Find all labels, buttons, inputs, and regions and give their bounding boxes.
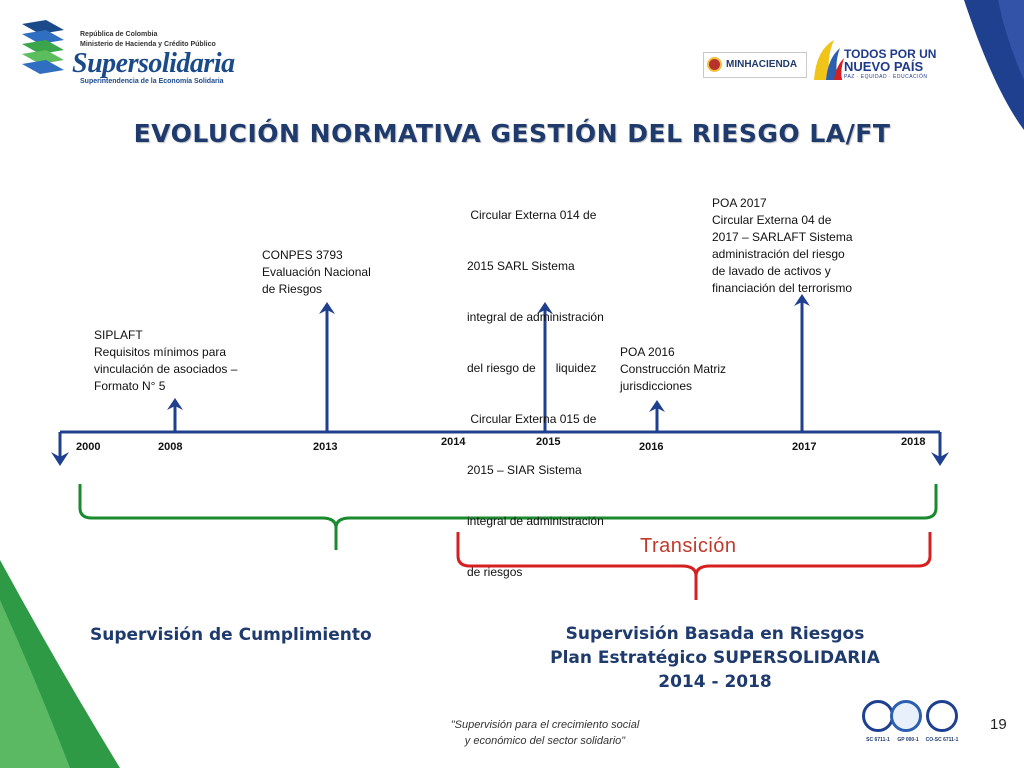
annotation-line: jurisdicciones bbox=[620, 379, 693, 393]
todos-line3: PAZ · EQUIDAD · EDUCACIÓN bbox=[844, 74, 928, 80]
todos-line2: NUEVO PAÍS bbox=[844, 59, 924, 74]
annotation-line: CONPES 3793 bbox=[262, 248, 343, 262]
annotation-conpes bbox=[262, 247, 371, 298]
logo-ministerio-text: Ministerio de Hacienda y Crédito Público bbox=[80, 41, 216, 48]
annotation-line: del riesgo de liquidez bbox=[467, 361, 597, 375]
annotation-line: de Riesgos bbox=[262, 282, 323, 296]
year-label-2000: 2000 bbox=[76, 441, 101, 453]
supervision-basada-line3: 2014 - 2018 bbox=[658, 672, 772, 692]
annotation-circulares-2015 bbox=[467, 173, 604, 598]
annotation-line: de riesgos bbox=[467, 565, 523, 579]
certification-seal-icon bbox=[926, 700, 958, 732]
supervision-cumplimiento-label: Supervisión de Cumplimiento bbox=[90, 625, 372, 645]
year-label-2017: 2017 bbox=[792, 441, 817, 453]
logo-name: Supersolidaria bbox=[72, 48, 235, 79]
annotation-line: POA 2016 bbox=[620, 345, 675, 359]
year-label-2008: 2008 bbox=[158, 441, 183, 453]
annotation-line: financiación del terrorismo bbox=[712, 281, 853, 295]
annotation-line: POA 2017 bbox=[712, 196, 767, 210]
annotation-line: Formato N° 5 bbox=[94, 379, 166, 393]
logo-republica-text: República de Colombia bbox=[80, 31, 158, 38]
certification-seal-icon bbox=[890, 700, 922, 732]
annotation-siplaft bbox=[94, 327, 237, 395]
annotation-line: Construcción Matriz bbox=[620, 362, 727, 376]
annotation-line: Requisitos mínimos para bbox=[94, 345, 227, 359]
page-number: 19 bbox=[990, 716, 1007, 733]
annotation-line: 2015 SARL Sistema bbox=[467, 259, 575, 273]
certification-label: GP 000-1 bbox=[897, 737, 919, 743]
annotation-line: vinculación de asociados – bbox=[94, 362, 238, 376]
annotation-line: Circular Externa 014 de bbox=[467, 208, 597, 222]
annotation-line: integral de administración bbox=[467, 514, 604, 528]
year-label-2018: 2018 bbox=[901, 436, 926, 448]
year-label-2016: 2016 bbox=[639, 441, 664, 453]
annotation-line: 2017 – SARLAFT Sistema bbox=[712, 230, 853, 244]
year-label-2015: 2015 bbox=[536, 436, 561, 448]
footer-quote-line1: "Supervisión para el crecimiento social bbox=[450, 719, 640, 731]
supervision-basada-line1: Supervisión Basada en Riesgos bbox=[565, 624, 865, 644]
year-label-2013: 2013 bbox=[313, 441, 338, 453]
logo-subtitle: Superintendencia de la Economía Solidaria bbox=[80, 78, 224, 85]
footer-quote-line2: y económico del sector solidario" bbox=[464, 735, 626, 747]
annotation-line: Circular Externa 015 de bbox=[467, 412, 597, 426]
annotation-line: Circular Externa 04 de bbox=[712, 213, 832, 227]
annotation-line: integral de administración bbox=[467, 310, 604, 324]
supervision-basada-line2: Plan Estratégico SUPERSOLIDARIA bbox=[550, 648, 880, 668]
supervision-basada-label bbox=[500, 622, 930, 694]
annotation-line: 2015 – SIAR Sistema bbox=[467, 463, 582, 477]
footer-quote bbox=[390, 717, 700, 749]
annotation-line: Evaluación Nacional bbox=[262, 265, 371, 279]
annotation-line: SIPLAFT bbox=[94, 328, 143, 342]
year-label-2014: 2014 bbox=[441, 436, 466, 448]
annotation-line: administración del riesgo bbox=[712, 247, 845, 261]
annotation-poa-2016 bbox=[620, 344, 726, 395]
transition-label: Transición bbox=[640, 535, 737, 557]
slide-title: EVOLUCIÓN NORMATIVA GESTIÓN DEL RIESGO LA/FT bbox=[133, 119, 891, 148]
annotation-poa-2017 bbox=[712, 195, 853, 297]
todos-line1: TODOS POR UN bbox=[844, 47, 937, 61]
certification-label: SC 6711-1 bbox=[866, 737, 890, 743]
annotation-line: de lavado de activos y bbox=[712, 264, 831, 278]
certification-label: CO-SC 6711-1 bbox=[925, 737, 959, 743]
minhacienda-text: MINHACIENDA bbox=[726, 59, 798, 70]
